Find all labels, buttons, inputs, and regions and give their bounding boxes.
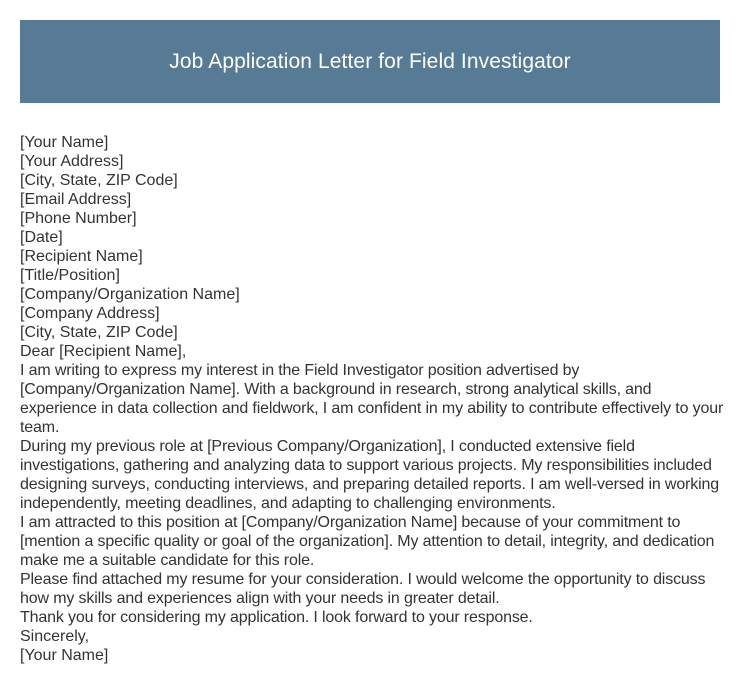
paragraph-experience: During my previous role at [Previous Company/Organization], I conducted extensive field investigations, gathering and analyzing data to support various projects. My responsibilities included designing surveys, conducting interviews, and preparing detailed reports. I am well-versed in working independently, meeting deadlines, and adapting to challenging environments. <box>20 438 719 512</box>
closing: Sincerely, <box>20 628 90 645</box>
paragraph-thanks: Thank you for considering my application. I look forward to your response. <box>20 609 533 626</box>
recipient-city-state-zip: [City, State, ZIP Code] <box>20 324 178 341</box>
paragraph-motivation: I am attracted to this position at [Company/Organization Name] because of your commitment to [mention a specific quality or goal of the organization]. My attention to detail, integrity, and dedication make me a suitable candidate for this role. <box>20 514 715 569</box>
signature: [Your Name] <box>20 647 109 664</box>
letter-date: [Date] <box>20 229 63 246</box>
recipient-company: [Company/Organization Name] <box>20 286 240 303</box>
paragraph-resume: Please find attached my resume for your consideration. I would welcome the opportunity to discuss how my skills and experiences align with your needs in greater detail. <box>20 571 706 607</box>
sender-address: [Your Address] <box>20 153 124 170</box>
sender-phone: [Phone Number] <box>20 210 137 227</box>
letter-body <box>20 133 725 665</box>
recipient-address: [Company Address] <box>20 305 160 322</box>
page-header <box>20 20 720 103</box>
recipient-title: [Title/Position] <box>20 267 120 284</box>
sender-city-state-zip: [City, State, ZIP Code] <box>20 172 178 189</box>
sender-email: [Email Address] <box>20 191 132 208</box>
paragraph-intro: I am writing to express my interest in the Field Investigator position advertised by [Company/Organization Name]. With a background in research, strong analytical skills, and experience in data collection and fieldwork, I am confident in my ability to contribute effectively to your team. <box>20 362 724 436</box>
recipient-name: [Recipient Name] <box>20 248 143 265</box>
salutation: Dear [Recipient Name], <box>20 343 187 360</box>
page-title: Job Application Letter for Field Investigator <box>169 49 571 73</box>
sender-name: [Your Name] <box>20 134 109 151</box>
